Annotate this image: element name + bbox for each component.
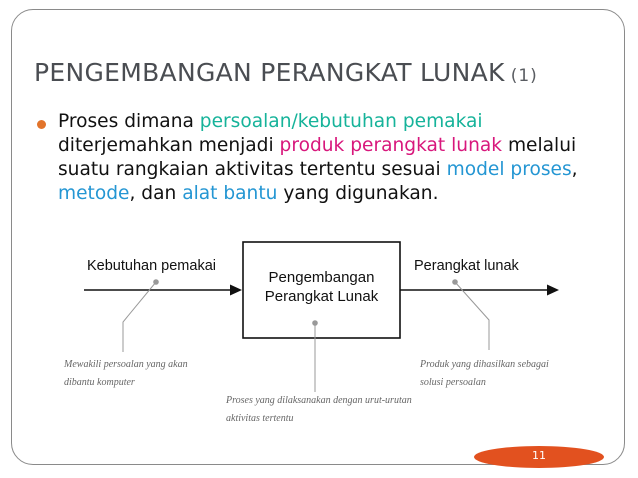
bullet-text-part: diterjemahkan menjadi bbox=[58, 135, 280, 156]
input-callout-line bbox=[123, 282, 156, 352]
output-callout-line bbox=[455, 282, 489, 350]
note-process-line2: aktivitas tertentu bbox=[226, 413, 294, 424]
input-callout-dot bbox=[153, 279, 159, 285]
output-arrow-head bbox=[547, 285, 559, 296]
highlight-persoalan: persoalan/kebutuhan pemakai bbox=[199, 111, 483, 132]
highlight-model-proses: model proses bbox=[446, 159, 572, 180]
highlight-alat-bantu: alat bantu bbox=[182, 183, 278, 204]
output-label: Perangkat lunak bbox=[414, 258, 519, 274]
highlight-produk: produk perangkat lunak bbox=[279, 135, 503, 156]
bullet-text-part: yang digunakan. bbox=[277, 183, 439, 204]
bullet-text-part: Proses dimana bbox=[58, 111, 200, 132]
note-output-line1: Produk yang dihasilkan sebagai bbox=[420, 359, 549, 370]
bullet-text-part: , bbox=[571, 159, 578, 180]
process-label bbox=[243, 268, 400, 306]
slide-title-number: (1) bbox=[510, 66, 538, 86]
bullet-text-part: , dan bbox=[129, 183, 183, 204]
process-callout-dot bbox=[312, 320, 318, 326]
process-label-line1: Pengembangan bbox=[268, 269, 375, 286]
note-input-line1: Mewakili persoalan yang akan bbox=[64, 359, 188, 370]
slide-title-text: PENGEMBANGAN PERANGKAT LUNAK bbox=[34, 58, 505, 87]
note-process-line1: Proses yang dilaksanakan dengan urut-urutan bbox=[226, 395, 412, 406]
process-label-line2: Perangkat Lunak bbox=[264, 288, 379, 305]
note-input bbox=[64, 356, 188, 392]
input-arrow-head bbox=[230, 285, 242, 296]
note-process bbox=[226, 392, 412, 428]
highlight-metode: metode bbox=[58, 183, 130, 204]
note-output-line2: solusi persoalan bbox=[420, 377, 486, 388]
note-input-line2: dibantu komputer bbox=[64, 377, 135, 388]
page-number: 11 bbox=[532, 449, 546, 462]
note-output bbox=[420, 356, 549, 392]
bullet-text-part: melalui suatu rangkaian aktivitas tertentu sesuai bbox=[58, 135, 577, 180]
output-callout-dot bbox=[452, 279, 458, 285]
input-label: Kebutuhan pemakai bbox=[87, 258, 216, 274]
